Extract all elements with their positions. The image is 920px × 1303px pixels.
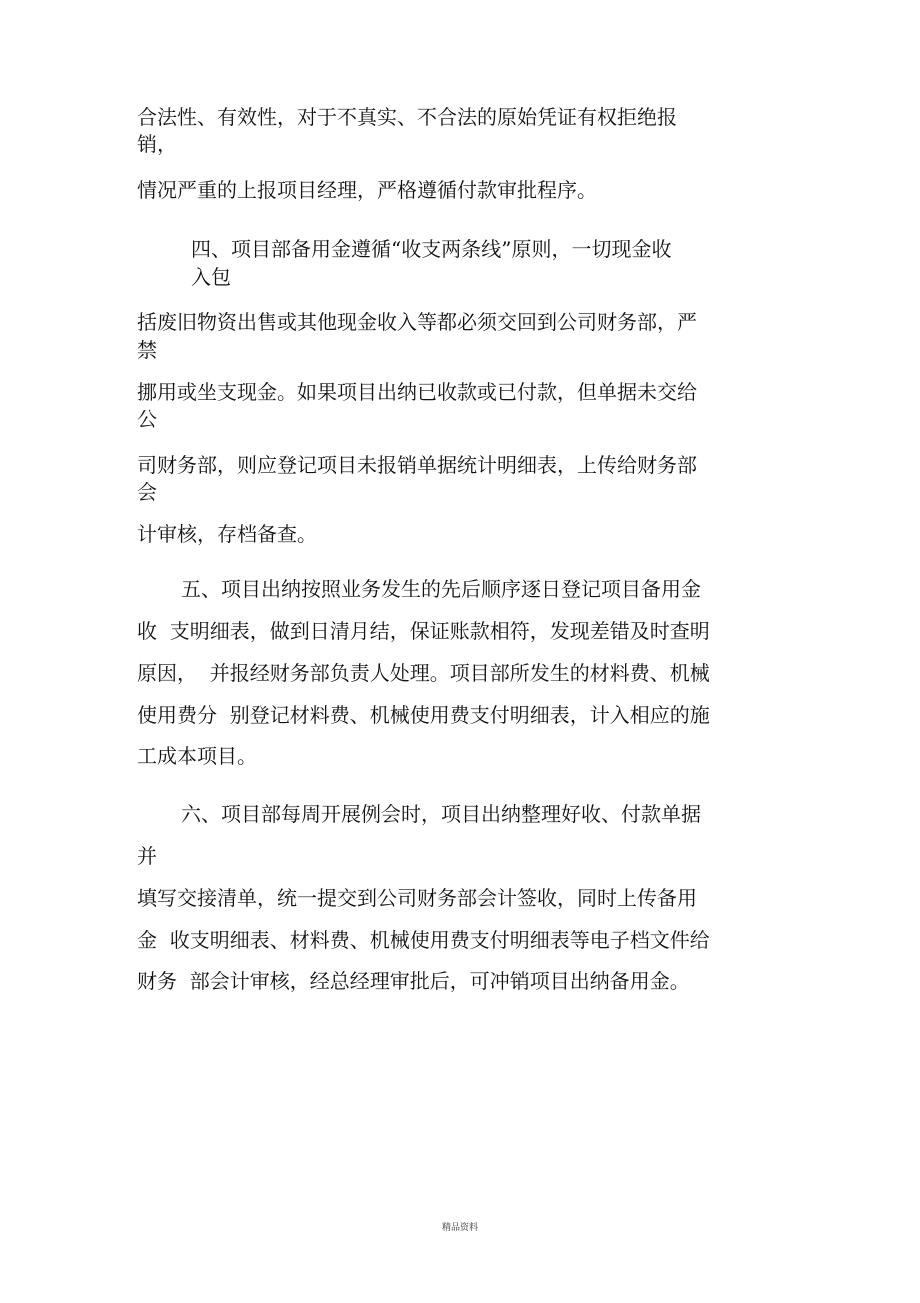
text-line: 原因， 并报经财务部负责人处理。项目部所发生的材料费、机械 [137,661,710,685]
text-line: 六、项目部每周开展例会时，项目出纳整理好收、付款单据 [181,802,701,826]
page-footer: 精品资料 [441,1223,478,1233]
text-line: 使用费分 别登记材料费、机械使用费支付明细表，计入相应的施 [137,703,710,727]
text-line: 情况严重的上报项目经理，严格遵循付款审批程序。 [137,178,597,202]
text-line: 五、项目出纳按照业务发生的先后顺序逐日登记项目备用金 [181,577,701,601]
text-line: 计审核，存档备查。 [137,522,317,546]
text-line: 公 [137,407,157,431]
text-line: 入包 [191,265,231,289]
text-line: 括废旧物资出售或其他现金收入等都必须交回到公司财务部，严 [137,310,697,334]
text-line: 财务 部会计审核，经总经理审批后，可冲销项目出纳备用金。 [137,969,690,993]
text-line: 工成本项目。 [137,744,257,768]
text-line: 销， [137,132,177,156]
text-line: 合法性、有效性，对于不真实、不合法的原始凭证有权拒绝报 [137,105,677,129]
text-line: 会 [137,480,157,504]
text-line: 填写交接清单，统一提交到公司财务部会计签收，同时上传备用 [137,886,697,910]
text-line: 四、项目部备用金遵循“收支两条线”原则，一切现金收 [191,237,672,261]
text-line: 金 收支明细表、材料费、机械使用费支付明细表等电子档文件给 [137,928,710,952]
text-line: 禁 [137,338,157,362]
text-line: 挪用或坐支现金。如果项目出纳已收款或已付款，但单据未交给 [137,380,697,404]
text-line: 收 支明细表，做到日清月结，保证账款相符，发现差错及时查明 [137,619,710,643]
text-line: 并 [137,844,157,868]
text-line: 司财务部，则应登记项目未报销单据统计明细表，上传给财务部 [137,453,697,477]
